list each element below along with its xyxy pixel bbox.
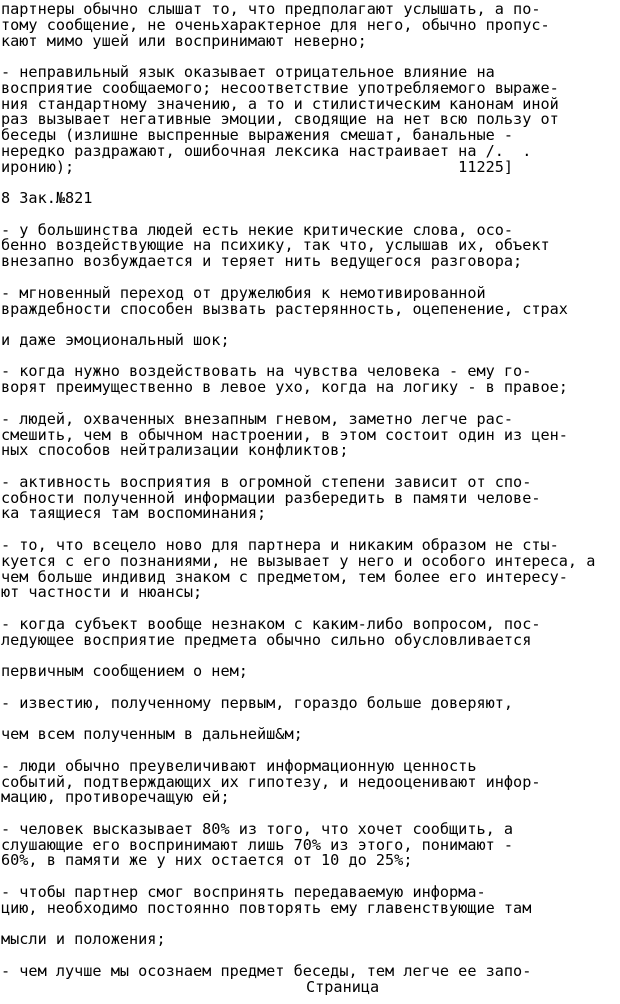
- text-line: чем всем полученным в дальнейш&м;: [1, 725, 303, 743]
- text-line: ют частности и нюансы;: [1, 583, 203, 601]
- text-line: раз вызывает негативные эмоции, сводящие на нет всю пользу от: [1, 110, 559, 128]
- text-line: враждебности способен вызвать растерянность, оцепенение, страх: [1, 300, 568, 318]
- text-line: ных способов нейтрализации конфликтов;: [1, 441, 349, 459]
- text-line: партнеры обычно слышат то, что предполагают услышать, а по-: [1, 0, 541, 18]
- text-line: - чтобы партнер смог воспринять передаваемую информа-: [1, 883, 486, 901]
- text-line: ледующее восприятие предмета обычно сильно обусловливается: [1, 631, 532, 649]
- text-line: мацию, противоречащую ей;: [1, 788, 230, 806]
- text-line: - то, что всецело ново для партнера и никаким образом не сты-: [1, 536, 559, 554]
- text-line: - известию, полученному первым, гораздо больше доверяют,: [1, 694, 514, 712]
- text-line: цию, необходимо постоянно повторять ему главенствующие там: [1, 899, 532, 917]
- page-footer: Страница: [306, 978, 380, 996]
- text-line: - у большинства людей есть некие критические слова, осо-: [1, 221, 514, 239]
- text-line: ворят преимущественно в левое ухо, когда на логику - в правое;: [1, 378, 568, 396]
- text-line: - чем лучше мы осознаем предмет беседы, тем легче ее запо-: [1, 962, 532, 980]
- text-line: - людей, охваченных внезапным гневом, заметно легче рас-: [1, 410, 514, 428]
- text-line: - люди обычно преувеличивают информационную ценность: [1, 757, 477, 775]
- text-line: - когда субъект вообще незнаком с каким-либо вопросом, пос-: [1, 615, 541, 633]
- text-line: нередко раздражают, ошибочная лексика настраивает на /. .: [1, 142, 532, 160]
- signature-mark: 8 Зак.№821: [1, 189, 93, 207]
- text-line: - мгновенный переход от дружелюбия к немотивированной: [1, 284, 486, 302]
- text-line: 60%, в памяти же у них остается от 10 до 25%;: [1, 851, 413, 869]
- text-line: смешить, чем в обычном настроении, в этом состоит один из цен-: [1, 426, 568, 444]
- text-line: внезапно возбуждается и теряет нить ведущегося разговора;: [1, 252, 523, 270]
- text-line: - человек высказывает 80% из того, что хочет сообщить, а: [1, 820, 514, 838]
- text-line: кают мимо ушей или воспринимают неверно;: [1, 32, 367, 50]
- text-line: первичным сообщением о нем;: [1, 662, 248, 680]
- text-line: восприятие сообщаемого; несоответствие употребляемого выраже-: [1, 79, 559, 97]
- text-line: тому сообщение, не оченьхарактерное для него, обычно пропус-: [1, 16, 550, 34]
- text-line: - когда нужно воздействовать на чувства человека - ему го-: [1, 362, 532, 380]
- text-line: ния стандартному значению, а то и стилистическим канонам иной: [1, 95, 559, 113]
- text-line: ка таящиеся там воспоминания;: [1, 504, 267, 522]
- text-line: чем больше индивид знаком с предметом, тем более его интересу-: [1, 568, 568, 586]
- text-line: иронию); 11225]: [1, 158, 514, 176]
- text-line: беседы (излишне выспренные выражения смешат, банальные -: [1, 126, 514, 144]
- text-line: бенно воздействующие на психику, так что, услышав их, объект: [1, 236, 550, 254]
- text-line: собности полученной информации разбередить в памяти челове-: [1, 489, 541, 507]
- text-line: - неправильный язык оказывает отрицательное влияние на: [1, 63, 495, 81]
- text-line: и даже эмоциональный шок;: [1, 331, 230, 349]
- text-line: куется с его познаниями, не вызывает у него и особого интереса, а: [1, 552, 596, 570]
- text-line: событий, подтверждающих их гипотезу, и недооценивают инфор-: [1, 773, 541, 791]
- text-line: мысли и положения;: [1, 930, 166, 948]
- text-line: слушающие его воспринимают лишь 70% из этого, понимают -: [1, 836, 514, 854]
- text-line: - активность восприятия в огромной степени зависит от спо-: [1, 473, 532, 491]
